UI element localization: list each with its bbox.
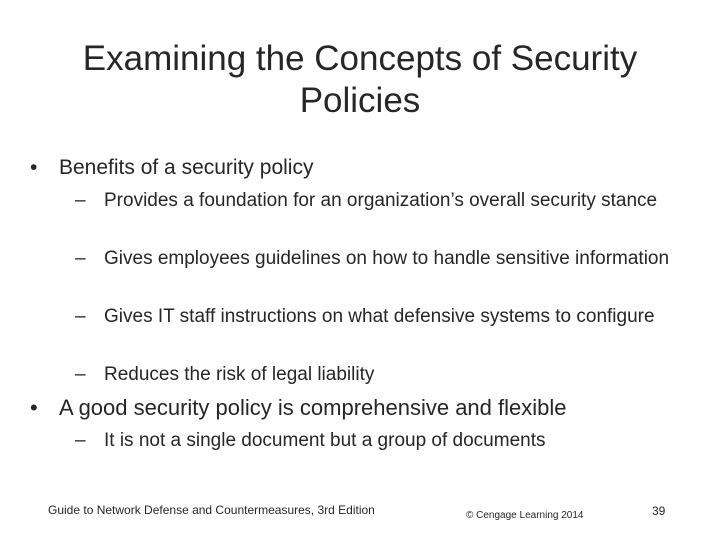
subitem-text: Provides a foundation for an organization’s overall security stance	[104, 190, 658, 211]
subitem-text: Reduces the risk of legal liability	[104, 364, 375, 385]
dash-marker: –	[75, 190, 86, 211]
bullet-text: Benefits of a security policy	[59, 156, 314, 179]
dash-marker: –	[75, 248, 86, 269]
subitem-text: Gives IT staff instructions on what defensive systems to configure	[104, 306, 655, 327]
footer-copyright: © Cengage Learning 2014	[466, 510, 584, 521]
dash-marker: –	[75, 364, 86, 385]
dash-marker: –	[75, 430, 86, 451]
subitem-text: It is not a single document but a group of documents	[104, 430, 546, 451]
dash-marker: –	[75, 306, 86, 327]
bullet-marker: •	[30, 156, 38, 179]
footer-page-number: 39	[652, 504, 666, 518]
slide-title: Examining the Concepts of Security Policies	[82, 39, 638, 120]
bullet-marker: •	[30, 395, 38, 420]
subitem-text: Gives employees guidelines on how to handle sensitive information	[104, 248, 670, 269]
footer-book-title: Guide to Network Defense and Countermeasures, 3rd Edition	[48, 503, 375, 517]
bullet-text: A good security policy is comprehensive and flexible	[59, 395, 567, 420]
